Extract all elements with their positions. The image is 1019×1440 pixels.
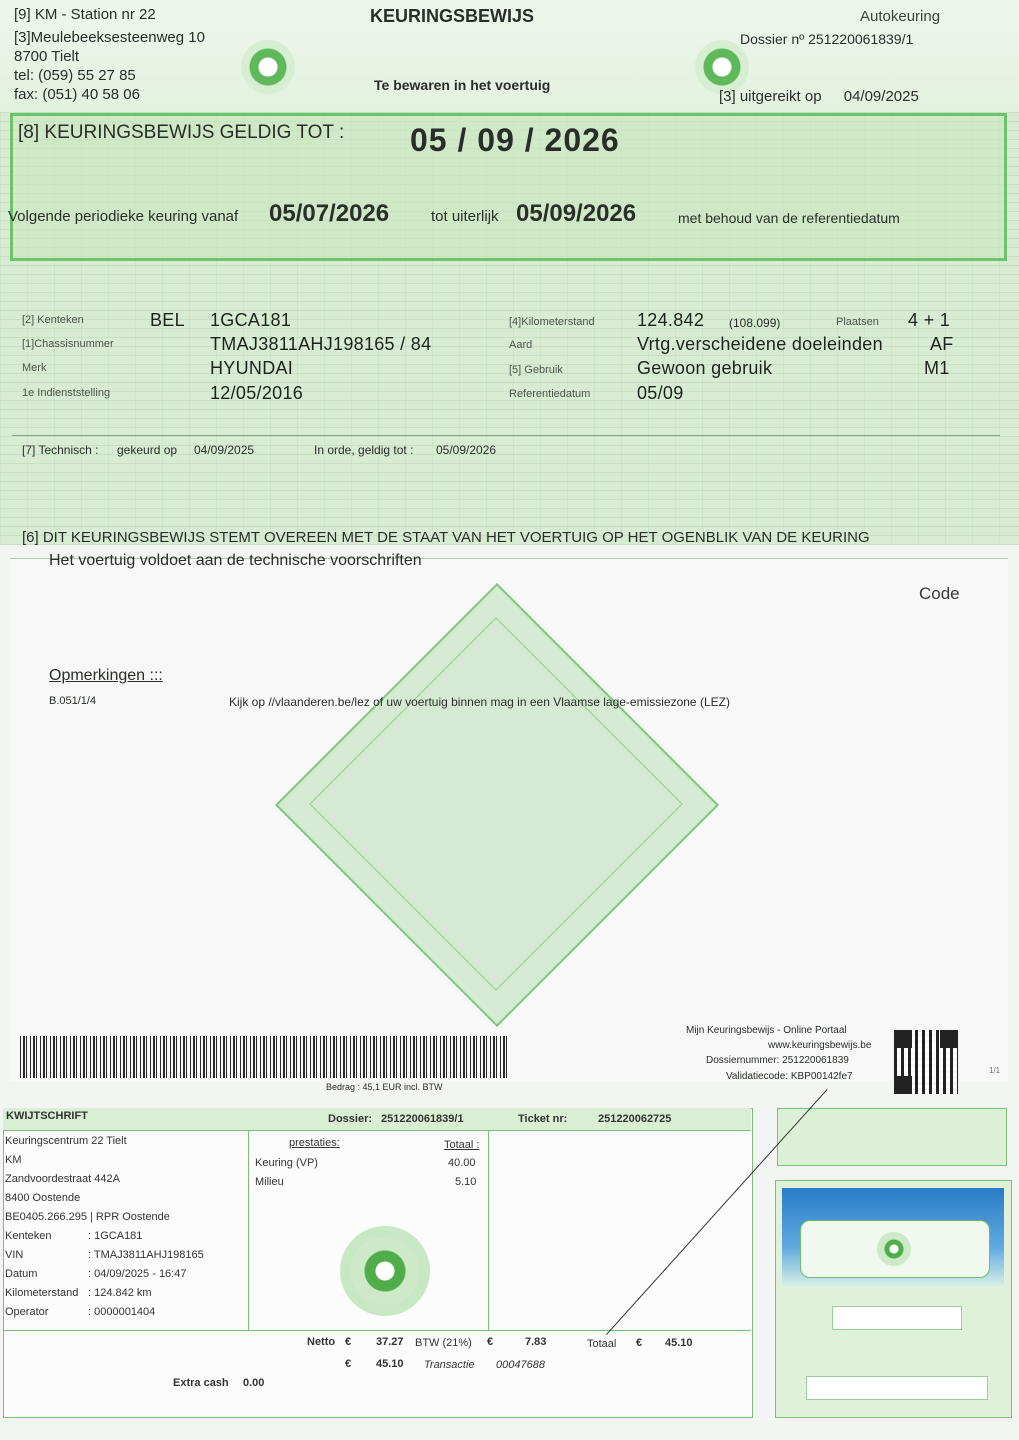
use-value: Gewoon gebruik — [637, 358, 773, 378]
transaction-label: Transactie — [424, 1359, 475, 1371]
remark-text: Kijk op //vlaanderen.be/lez of uw voertuig binnen mag in een Vlaamse lage-emissiezone (LEZ) — [229, 695, 730, 709]
portal-title: Mijn Keuringsbewijs - Online Portaal — [686, 1025, 847, 1036]
receipt-row-value: : 0000001404 — [88, 1306, 156, 1318]
receipt-km: KM — [5, 1154, 22, 1166]
paid-value: 45.10 — [376, 1358, 404, 1370]
receipt-row-value: : 1GCA181 — [88, 1230, 143, 1242]
first-registration-value: 12/05/2016 — [210, 383, 304, 403]
currency-symbol: € — [487, 1336, 494, 1348]
services-total-label: Totaal : — [444, 1139, 480, 1151]
until-label: tot uiterlijk — [431, 208, 499, 225]
station-city: 8700 Tielt — [14, 48, 80, 65]
receipt-dossier-label: Dossier: — [328, 1113, 373, 1125]
receipt-right-cell — [488, 1130, 751, 1331]
receipt-row-label: Kenteken — [5, 1230, 52, 1242]
transaction-value: 00047688 — [496, 1359, 545, 1371]
inspection-type: Autokeuring — [860, 8, 941, 25]
currency-symbol: € — [345, 1336, 352, 1348]
kind-code: AF — [930, 334, 954, 354]
portal-url: www.keuringsbewijs.be — [768, 1040, 872, 1051]
station-tel: tel: (059) 55 27 85 — [14, 67, 136, 84]
reference-date-label: Referentiedatum — [509, 388, 591, 400]
validity-date: 05 / 09 / 2026 — [410, 122, 620, 158]
portal-dossier: Dossiernummer: 251220061839 — [706, 1055, 849, 1066]
seats-value: 4 + 1 — [908, 310, 951, 330]
next-inspection-from: 05/07/2026 — [269, 200, 390, 227]
eye-logo-icon — [340, 1226, 430, 1316]
currency-symbol: € — [345, 1358, 352, 1370]
seats-label: Plaatsen — [836, 316, 879, 328]
technical-label: [7] Technisch : — [22, 443, 99, 457]
totaal-label: Totaal — [587, 1338, 617, 1350]
dossier-number — [740, 31, 913, 47]
code-label: Code — [919, 584, 960, 603]
service-amount: 40.00 — [448, 1157, 476, 1169]
receipt-row-value: : 124.842 km — [88, 1287, 152, 1299]
portal-validation: Validatiecode: KBP00142fe7 — [726, 1071, 853, 1082]
receipt-row-label: Kilometerstand — [5, 1287, 79, 1299]
chassis-label: [1]Chassisnummer — [22, 338, 114, 350]
services-label: prestaties: — [289, 1137, 340, 1149]
receipt-row-label: VIN — [5, 1249, 24, 1261]
document-title: KEURINGSBEWIJS — [370, 6, 535, 26]
netto-value: 37.27 — [376, 1336, 404, 1348]
conformity-statement: [6] DIT KEURINGSBEWIJS STEMT OVEREEN MET DE STAAT VAN HET VOERTUIG OP HET OGENBLIK VAN DE KEURING — [22, 529, 870, 546]
plate-country: BEL — [150, 310, 185, 330]
next-inspection-until: 05/09/2026 — [516, 200, 637, 227]
make-value: HYUNDAI — [210, 358, 294, 378]
service-name: Keuring (VP) — [255, 1157, 318, 1169]
divider — [12, 435, 1000, 436]
currency-symbol: € — [636, 1337, 643, 1349]
issued-date — [719, 88, 919, 105]
make-label: Merk — [22, 362, 47, 374]
document-subtitle: Te bewaren in het voertuig — [374, 77, 551, 93]
barcode-icon — [20, 1036, 508, 1078]
service-name: Milieu — [255, 1176, 284, 1188]
station-fax: fax: (051) 40 58 06 — [14, 86, 140, 103]
technical-checked-value: 04/09/2025 — [194, 443, 255, 457]
receipt-city: 8400 Oostende — [5, 1192, 81, 1204]
issued-label: [3] uitgereikt op — [719, 88, 822, 105]
receipt-center: Keuringscentrum 22 Tielt — [5, 1135, 127, 1147]
plate-value: 1GCA181 — [210, 310, 292, 330]
receipt-dossier-value: 251220061839/1 — [381, 1113, 464, 1125]
dossier-label: Dossier nº — [740, 31, 805, 47]
vignette-slot — [806, 1376, 988, 1400]
km-previous: (108.099) — [729, 316, 781, 330]
totaal-value: 45.10 — [665, 1337, 693, 1349]
receipt-vat: BE0405.266.295 | RPR Oostende — [5, 1211, 170, 1223]
receipt-ticket-label: Ticket nr: — [518, 1113, 568, 1125]
receipt-title: KWIJTSCHRIFT — [6, 1110, 88, 1122]
page-number: 1/1 — [989, 1066, 1001, 1075]
btw-label: BTW (21%) — [415, 1337, 472, 1349]
receipt-row-label: Datum — [5, 1268, 38, 1280]
service-amount: 5.10 — [455, 1176, 477, 1188]
dossier-value: 251220061839/1 — [808, 31, 914, 47]
issued-value: 04/09/2025 — [843, 88, 919, 105]
use-code: M1 — [924, 358, 950, 378]
chassis-value: TMAJ3811AHJ198165 / 84 — [210, 334, 432, 354]
receipt-street: Zandvoordestraat 442A — [5, 1173, 120, 1185]
technical-ok-label: In orde, geldig tot : — [314, 443, 414, 457]
reference-date-value: 05/09 — [637, 383, 684, 403]
km-value: 124.842 — [637, 310, 705, 330]
station-address: [3]Meulebeeksesteenweg 10 — [14, 29, 205, 46]
extra-cash-label: Extra cash — [173, 1377, 229, 1389]
eye-logo-icon — [241, 40, 295, 94]
netto-label: Netto — [307, 1336, 336, 1348]
remark-code: B.051/1/4 — [49, 695, 97, 707]
remarks-title: Opmerkingen ::: — [49, 667, 163, 684]
reference-date-note: met behoud van de referentiedatum — [678, 210, 900, 226]
kind-value: Vrtg.verscheidene doeleinden — [637, 334, 883, 354]
btw-value: 7.83 — [525, 1336, 547, 1348]
technical-ok-value: 05/09/2026 — [436, 443, 497, 457]
receipt-ticket-value: 251220062725 — [598, 1113, 672, 1125]
qr-code-icon — [892, 1028, 960, 1096]
first-registration-label: 1e Indienststelling — [22, 387, 111, 399]
use-label: [5] Gebruik — [509, 364, 563, 376]
plate-label: [2] Kenteken — [22, 314, 84, 326]
technical-checked-label: gekeurd op — [117, 443, 178, 457]
kind-label: Aard — [509, 339, 533, 351]
eye-logo-icon — [877, 1232, 911, 1266]
km-label: [4]Kilometerstand — [509, 316, 595, 328]
next-inspection-label: Volgende periodieke keuring vanaf — [8, 208, 239, 225]
station-name: [9] KM - Station nr 22 — [14, 6, 156, 23]
extra-cash-value: 0.00 — [243, 1377, 265, 1389]
eye-logo-icon — [695, 40, 749, 94]
validity-label: [8] KEURINGSBEWIJS GELDIG TOT : — [18, 122, 345, 143]
receipt-stub — [777, 1108, 1007, 1166]
technical-compliance: Het voertuig voldoet aan de technische voorschriften — [49, 552, 422, 569]
vignette-slot — [832, 1306, 962, 1330]
receipt-row-label: Operator — [5, 1306, 49, 1318]
receipt-row-value: : TMAJ3811AHJ198165 — [88, 1249, 204, 1261]
amount-line: Bedrag : 45,1 EUR incl. BTW — [326, 1082, 443, 1092]
receipt-row-value: : 04/09/2025 - 16:47 — [88, 1268, 187, 1280]
